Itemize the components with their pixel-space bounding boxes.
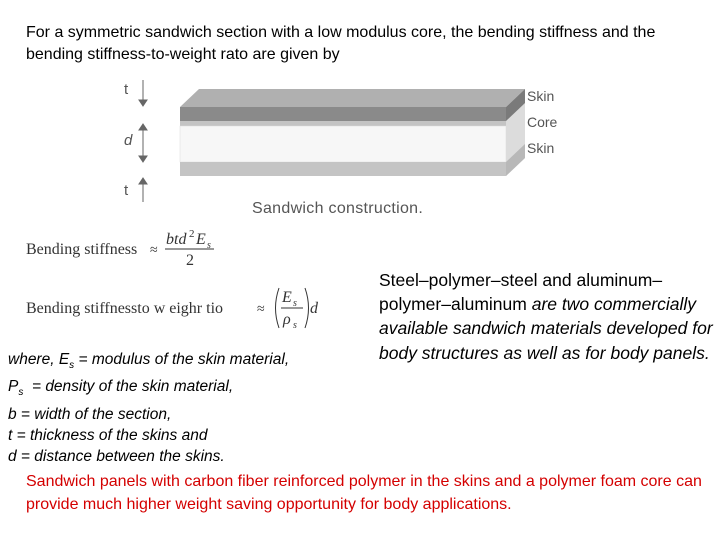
sandwich-diagram — [110, 78, 580, 208]
core-layer — [180, 126, 506, 162]
formula1-exponent: 2 — [189, 228, 195, 240]
skin-bottom-label: Skin — [527, 140, 555, 156]
stiffness-to-weight-formula — [26, 282, 336, 339]
definition-line-5: d = distance between the skins. — [8, 448, 225, 466]
formula2-label: Bending stiffnessto w eighr tio — [26, 300, 224, 317]
formula1-E: E — [196, 231, 206, 248]
conclusion-paragraph: Sandwich panels with carbon fiber reinforced polymer in the skins and a polymer foam core can provide much higher weight saving opportunity for body applications. — [26, 473, 702, 513]
variable-definitions — [8, 349, 348, 468]
skin-top-light-band — [180, 121, 506, 126]
formula2-right-paren — [305, 288, 309, 328]
slab-top-face — [180, 89, 525, 107]
diagram-caption: Sandwich construction. — [252, 200, 424, 217]
definition-line-1 — [8, 349, 348, 376]
definition-line-2 — [8, 376, 348, 403]
skin-top-layer — [180, 107, 506, 121]
formula1-numerator: btd — [166, 231, 187, 248]
definition-line-4: t = thickness of the skins and — [8, 427, 208, 445]
definition-2-subscript: s — [18, 387, 24, 399]
formula2-approx: ≈ — [257, 302, 265, 317]
skin-bottom-layer — [180, 162, 506, 176]
t-top-label: t — [124, 81, 129, 98]
definition-1-prefix: where, E — [8, 351, 70, 368]
core-label: Core — [527, 114, 558, 130]
d-label: d — [124, 132, 133, 149]
formula1-approx: ≈ — [150, 243, 158, 258]
formula2-d: d — [310, 300, 318, 317]
t-bottom-label: t — [124, 182, 129, 199]
definition-2-suffix: = density of the skin material, — [23, 378, 234, 396]
formula2-rho-sub: s — [293, 320, 297, 331]
formula2-rho: ρ — [283, 311, 291, 328]
definition-1-subscript: s — [69, 360, 75, 372]
side-paragraph-description: are two commercially available sandwich materials developed for body structures as well as for body panels. — [379, 294, 713, 363]
formula2-E-sub: s — [293, 298, 297, 309]
side-paragraph — [379, 268, 714, 365]
formula2-E: E — [282, 289, 292, 306]
formula2-left-paren — [276, 288, 280, 328]
definition-2-prefix: P — [8, 378, 19, 396]
skin-top-label: Skin — [527, 88, 555, 104]
bending-stiffness-formula — [26, 228, 286, 275]
formula1-label: Bending stiffness — [26, 241, 138, 258]
definition-1-suffix: = modulus of the skin material, — [74, 351, 290, 368]
intro-paragraph: For a symmetric sandwich section with a low modulus core, the bending stiffness and the bending stiffness-to-weight rato are given by — [26, 24, 656, 63]
formula1-denominator: 2 — [186, 252, 194, 269]
side-paragraph-materials: Steel–polymer–steel and aluminum–polymer–aluminum — [379, 270, 663, 315]
formula1-sub-s: s — [207, 240, 211, 251]
definition-line-3: b = width of the section, — [8, 405, 172, 423]
